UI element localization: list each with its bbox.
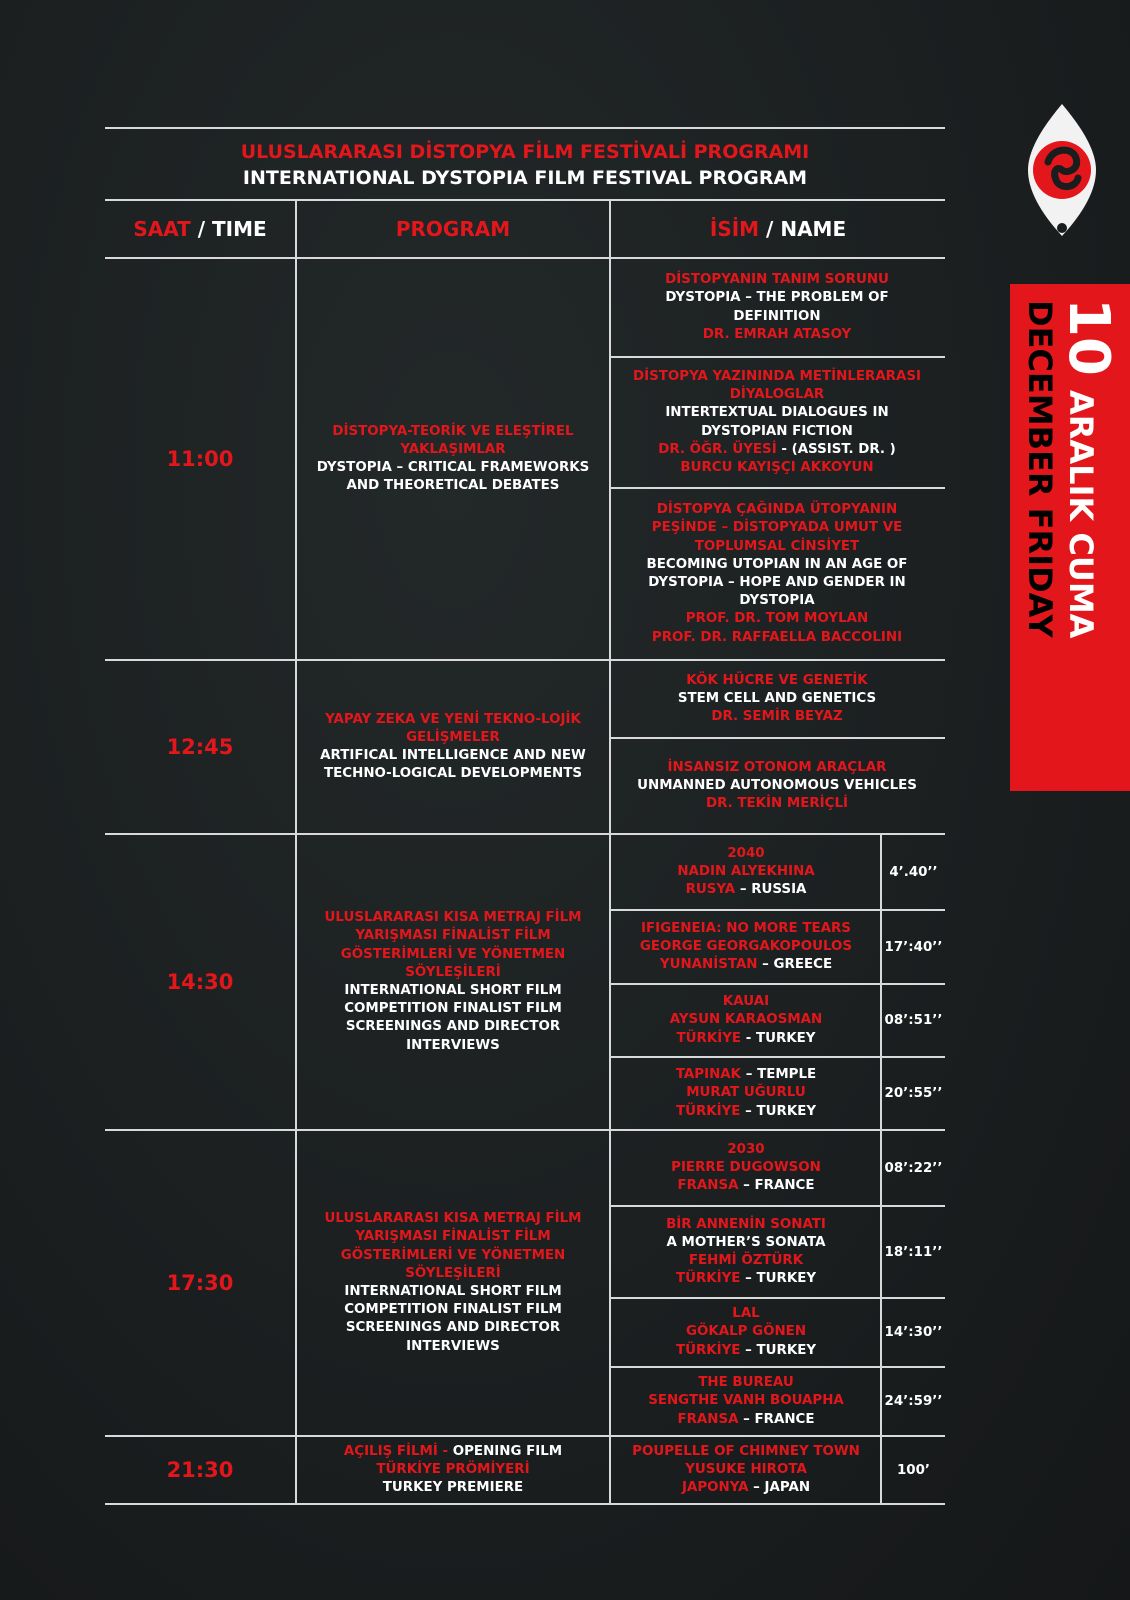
talk-cell	[629, 489, 925, 659]
film-cell	[614, 1368, 878, 1435]
text-line: –	[741, 1067, 758, 1083]
text-line: FEHMİ ÖZTÜRK	[688, 1253, 804, 1268]
text-line: ULUSLARARASI KISA METRAJ FİLM YARIŞMASI FİNALİST FİLM GÖSTERİMLERİ VE YÖNETMEN SÖYLEŞİLERİ	[324, 1211, 582, 1281]
text-line: –	[735, 882, 752, 898]
column-header-program: PROGRAM	[395, 217, 511, 241]
text-line: İSİM	[709, 217, 760, 241]
talk-cell	[629, 358, 925, 487]
text-line: GEORGE GEORGAKOPOULOS	[639, 938, 853, 954]
text-line: FRANSA	[677, 1178, 739, 1194]
text-line: DİSTOPYA ÇAĞINDA ÜTOPYANIN PEŞİNDE – DİSTOPYADA UMUT VE TOPLUMSAL CİNSİYET	[651, 502, 903, 554]
text-line: TÜRKİYE PRÖMİYERİ	[376, 1461, 530, 1477]
text-line: LAL	[732, 1306, 760, 1322]
film-duration: 20’:55’’	[884, 1086, 943, 1101]
festival-eye-logo	[1022, 100, 1102, 240]
program-title-tr: DİSTOPYA-TEORİK VE ELEŞTİREL YAKLAŞIMLAR	[332, 423, 574, 457]
speaker: DR. SEMİR BEYAZ	[711, 709, 843, 725]
text-line: AYSUN KARAOSMAN	[669, 1012, 823, 1028]
text-line: –	[748, 1480, 765, 1496]
text-line: -	[437, 1443, 453, 1459]
bottom-rule	[105, 1503, 945, 1505]
film-cell	[614, 1131, 878, 1205]
text-line: TÜRKİYE	[675, 1342, 741, 1358]
text-line: A MOTHER’S SONATA	[666, 1234, 826, 1250]
speaker: PROF. DR. RAFFAELLA BACCOLINI	[651, 629, 903, 645]
divider-program-name	[609, 199, 611, 1505]
film-duration: 4’.40’’	[889, 864, 938, 880]
text-line: –	[757, 957, 774, 973]
time-slot: 11:00	[166, 447, 234, 471]
time-slot: 21:30	[166, 1458, 234, 1482]
text-line: BECOMING UTOPIAN IN AN AGE OF DYSTOPIA – HOPE AND GENDER IN DYSTOPIA	[646, 556, 908, 609]
text-line: 2040	[727, 845, 765, 861]
talk-cell	[629, 739, 925, 833]
film-cell	[614, 835, 878, 909]
speaker: DR. EMRAH ATASOY	[702, 326, 852, 342]
text-line: FRANCE	[754, 1411, 815, 1427]
text-line: FRANSA	[677, 1411, 739, 1427]
text-line: OPENING FILM	[452, 1443, 563, 1459]
text-line: RUSYA	[685, 882, 736, 898]
film-duration: 100’	[896, 1462, 931, 1478]
talk-cell	[629, 661, 925, 737]
text-line: KÖK HÜCRE VE GENETİK	[686, 672, 868, 688]
text-line: –	[738, 1411, 755, 1427]
day-number: 10	[1056, 298, 1121, 376]
text-line: IFIGENEIA: NO MORE TEARS	[641, 920, 851, 936]
text-line: –	[738, 1178, 755, 1194]
text-line: DYSTOPIA – THE PROBLEM OF DEFINITION	[665, 290, 889, 324]
text-line: STEM CELL AND GENETICS	[677, 690, 877, 706]
time-slot: 12:45	[166, 735, 234, 759]
film-cell	[614, 1299, 878, 1366]
top-rule	[105, 127, 945, 129]
program-cell	[315, 1131, 591, 1435]
text-line: - (ASSIST. DR. )	[776, 441, 896, 457]
talk-cell	[629, 259, 925, 356]
text-line: 2030	[727, 1141, 765, 1157]
text-line: NADIN ALYEKHINA	[677, 863, 815, 879]
text-line: DR. ÖĞR. ÜYESİ	[658, 441, 777, 457]
text-line: TÜRKİYE	[675, 1271, 741, 1287]
text-line: MURAT UĞURLU	[686, 1085, 806, 1101]
text-line: YUNANİSTAN	[659, 957, 758, 973]
text-line: ULUSLARARASI KISA METRAJ FİLM YARIŞMASI FİNALİST FİLM GÖSTERİMLERİ VE YÖNETMEN SÖYLEŞİLERİ	[324, 910, 582, 980]
speaker: DR. TEKİN MERİÇLİ	[705, 796, 849, 812]
speaker: PROF. DR. TOM MOYLAN	[685, 611, 869, 627]
film-duration: 17’:40’’	[884, 939, 943, 955]
text-line: -	[741, 1030, 756, 1046]
time-slot: 17:30	[166, 1271, 234, 1295]
film-cell	[614, 911, 878, 983]
text-line: KAUAI	[722, 994, 770, 1010]
text-line: INTERNATIONAL SHORT FILM COMPETITION FINALIST FILM SCREENINGS AND DIRECTOR INTERVIEWS	[344, 1284, 562, 1354]
day-tr: ARALIK CUMA	[1062, 389, 1100, 639]
text-line: İNSANSIZ OTONOM ARAÇLAR	[667, 759, 887, 775]
text-line: FRANCE	[754, 1178, 815, 1194]
film-cell	[614, 1207, 878, 1297]
text-line: –	[740, 1342, 757, 1358]
text-line: YAPAY ZEKA VE YENİ TEKNO-LOJİK GELİŞMELER	[325, 711, 581, 745]
program-title-en: INTERNATIONAL DYSTOPIA FILM FESTIVAL PROGRAM	[242, 167, 808, 189]
column-header-name	[611, 201, 945, 257]
text-line: INTERTEXTUAL DIALOGUES IN DYSTOPIAN FICTION	[665, 405, 889, 439]
divider-time-program	[295, 199, 297, 1505]
column-header-time	[105, 201, 295, 257]
program-title-en: DYSTOPIA – CRITICAL FRAMEWORKS AND THEORETICAL DEBATES	[316, 460, 590, 494]
text-line: TURKEY	[756, 1342, 817, 1358]
text-line: UNMANNED AUTONOMOUS VEHICLES	[637, 777, 917, 793]
date-banner-text	[1010, 284, 1130, 791]
text-line: POUPELLE OF CHIMNEY TOWN	[632, 1443, 860, 1459]
text-line: SENGTHE VANH BOUAPHA	[648, 1393, 844, 1409]
text-line: –	[740, 1103, 757, 1119]
text-line: RUSSIA	[751, 882, 807, 898]
text-line: JAPONYA	[681, 1480, 749, 1496]
text-line: /	[759, 217, 781, 241]
day-en: DECEMBER FRIDAY	[1021, 300, 1059, 638]
text-line: TURKEY	[756, 1103, 817, 1119]
text-line: DİSTOPYANIN TANIM SORUNU	[665, 272, 889, 288]
film-cell	[614, 985, 878, 1056]
text-line: TEMPLE	[757, 1067, 817, 1083]
text-line: TURKEY	[755, 1030, 816, 1046]
film-cell	[614, 1437, 878, 1503]
text-line: –	[740, 1271, 757, 1287]
text-line: PIERRE DUGOWSON	[671, 1159, 821, 1175]
text-line: YUSUKE HIROTA	[685, 1461, 807, 1477]
text-line: TURKEY PREMIERE	[382, 1480, 524, 1496]
film-duration: 14’:30’’	[884, 1325, 943, 1340]
text-line: TIME	[212, 217, 267, 241]
text-line: GÖKALP GÖNEN	[685, 1324, 807, 1340]
text-line: TURKEY	[756, 1271, 817, 1287]
program-title-tr: ULUSLARARASI DİSTOPYA FİLM FESTİVALİ PROGRAMI	[240, 141, 810, 163]
film-duration: 08’:51’’	[884, 1013, 943, 1028]
time-slot: 14:30	[166, 970, 234, 994]
speaker: BURCU KAYIŞÇI AKKOYUN	[680, 459, 874, 475]
text-line: THE BUREAU	[698, 1375, 794, 1391]
program-cell	[315, 259, 591, 659]
text-line: TÜRKİYE	[675, 1103, 741, 1119]
text-line: SAAT	[133, 217, 191, 241]
film-duration: 18’:11’’	[884, 1244, 943, 1260]
text-line: NAME	[780, 217, 847, 241]
film-cell	[614, 1058, 878, 1129]
film-duration: 24’:59’’	[884, 1394, 943, 1409]
text-line: TAPINAK	[675, 1067, 742, 1083]
text-line: INTERNATIONAL SHORT FILM COMPETITION FINALIST FILM SCREENINGS AND DIRECTOR INTERVIEWS	[344, 983, 562, 1053]
text-line: DİSTOPYA YAZININDA METİNLERARASI DİYALOGLAR	[633, 368, 921, 403]
text-line: TÜRKİYE	[676, 1030, 742, 1046]
program-cell	[315, 661, 591, 833]
text-line: BİR ANNENİN SONATI	[666, 1216, 826, 1232]
film-duration: 08’:22’’	[884, 1160, 943, 1176]
text-line: /	[190, 217, 213, 241]
text-line: GREECE	[773, 957, 833, 973]
text-line: ARTIFICAL INTELLIGENCE AND NEW TECHNO-LOGICAL DEVELOPMENTS	[320, 748, 586, 782]
text-line: JAPAN	[764, 1480, 811, 1496]
program-cell	[315, 1437, 591, 1503]
text-line: AÇILIŞ FİLMİ	[343, 1443, 438, 1459]
program-cell	[315, 835, 591, 1129]
